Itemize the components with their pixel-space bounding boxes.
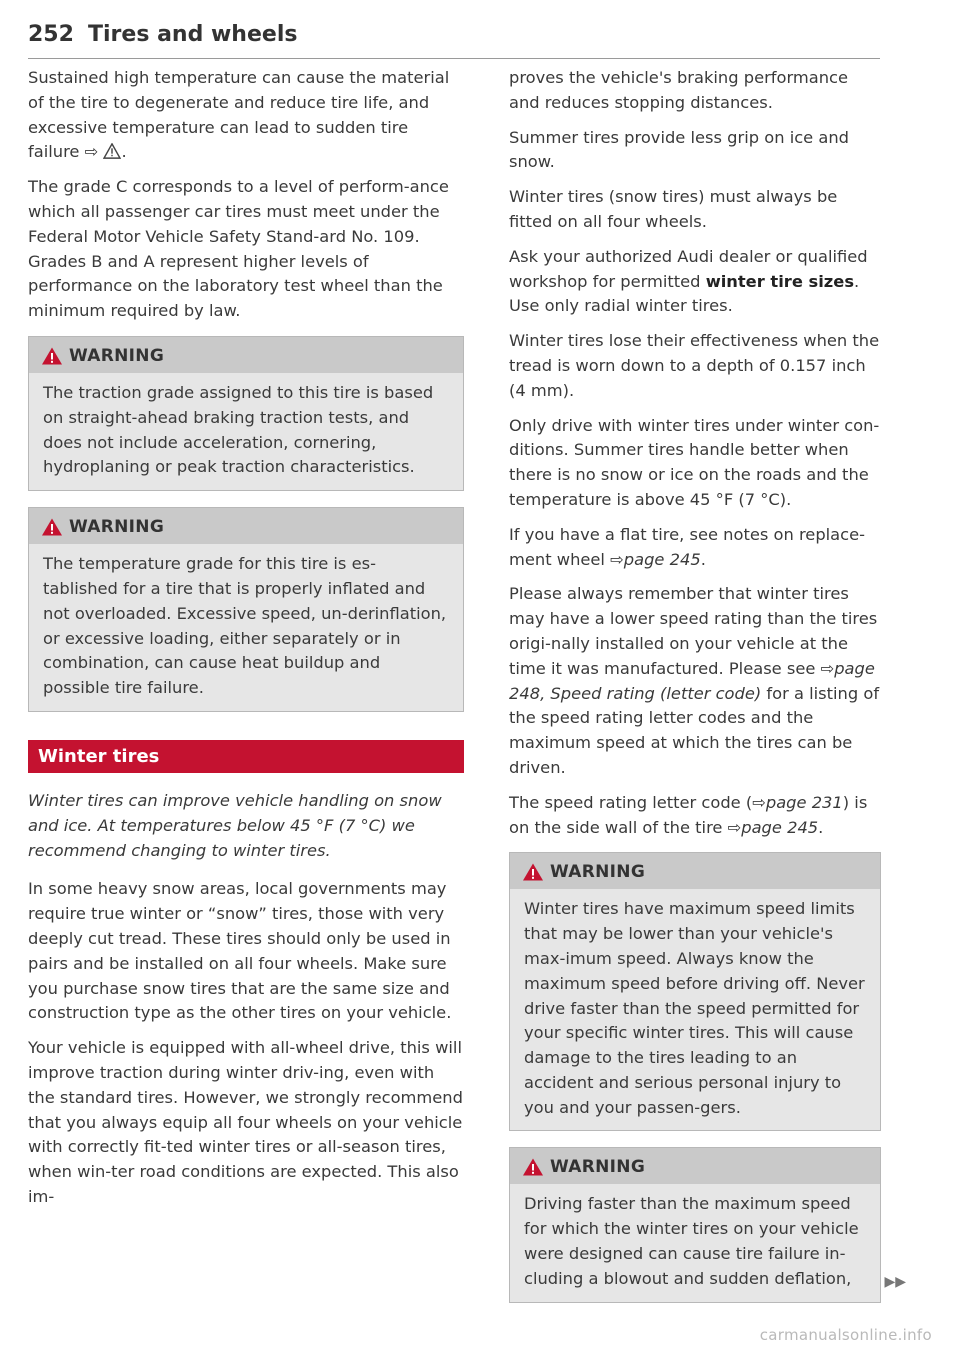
warning-box bbox=[509, 852, 881, 1131]
warning-text: Winter tires have maximum speed limits that may be lower than your vehicle's max-imum speed. Always know the maximum speed before driving off. Never drive faster than the speed permitted for your specific winter tires. This will cause damage to the tires leading to an accident and serious personal injury to you and your passen-gers. bbox=[524, 899, 865, 1117]
warning-box bbox=[28, 507, 464, 712]
bold-term: winter tire sizes bbox=[705, 271, 855, 291]
paragraph: Sustained high temperature can cause the material of the tire to degenerate and reduce tire life, and excessive temperature can lead to sudden tire failure ⇨ . bbox=[28, 68, 450, 162]
paragraph: Your vehicle is equipped with all-wheel drive, this will improve traction during winter driv-ing, even with the standard tires. However, we strongly recommend that you always equip all four wheels on your vehicle with correctly fit-ted winter tires or all-season tires, when win-ter road conditions are expected. This also im- bbox=[28, 1038, 463, 1206]
page-header bbox=[28, 18, 880, 59]
page-reference-link[interactable]: page 231 bbox=[765, 792, 843, 812]
page-reference-link[interactable]: page 245 bbox=[623, 549, 701, 569]
warning-triangle-icon bbox=[41, 346, 63, 366]
page-number: 252 bbox=[28, 22, 74, 47]
warning-text: The traction grade assigned to this tire is based on straight-ahead braking traction tests, and does not include acceleration, cornering, hydroplaning or peak traction characteristics. bbox=[43, 382, 434, 477]
paragraph: Summer tires provide less grip on ice and snow. bbox=[509, 127, 849, 172]
page-reference-link[interactable]: page 245 bbox=[741, 817, 819, 837]
warning-triangle-icon bbox=[522, 862, 544, 882]
warning-triangle-icon bbox=[41, 517, 63, 537]
paragraph: Only drive with winter tires under winter con-ditions. Summer tires handle better when there is no snow or ice on the roads and the temperature is above 45 °F (7 °C). bbox=[509, 415, 880, 509]
right-column bbox=[509, 66, 906, 1319]
warning-box bbox=[509, 1147, 906, 1302]
page-reference-link[interactable]: page 248, Speed rating (letter code) bbox=[509, 658, 875, 703]
paragraph: If you have a flat tire, see notes on replace-ment wheel ⇨page 245. bbox=[509, 524, 865, 569]
continue-arrow-icon: ▶▶ bbox=[884, 1273, 906, 1290]
warning-triangle-icon bbox=[522, 1157, 544, 1177]
paragraph: proves the vehicle's braking performance and reduces stopping distances. bbox=[509, 68, 849, 112]
intro-paragraph: Winter tires can improve vehicle handling on snow and ice. At temperatures below 45 °F (7 °C) we recommend changing to winter tires. bbox=[28, 790, 442, 860]
paragraph: Ask your authorized Audi dealer or qualified workshop for permitted winter tire sizes. Use only radial winter tires. bbox=[509, 246, 868, 316]
warning-label: WARNING bbox=[550, 862, 646, 883]
paragraph: The grade C corresponds to a level of perform-ance which all passenger car tires must meet under the Federal Motor Vehicle Safety Stand-ard No. 109. Grades B and A represent higher levels of performance on the laboratory test wheel than the minimum required by law. bbox=[28, 177, 449, 321]
paragraph: The speed rating letter code (⇨page 231) is on the side wall of the tire ⇨page 245. bbox=[509, 792, 868, 837]
section-title: Tires and wheels bbox=[88, 22, 298, 47]
warning-label: WARNING bbox=[69, 517, 165, 538]
warning-text: Driving faster than the maximum speed for which the winter tires on your vehicle were designed can cause tire failure in-cluding a blowout and sudden deflation, bbox=[524, 1194, 859, 1288]
paragraph: In some heavy snow areas, local governments may require true winter or “snow” tires, those with very deeply cut tread. These tires should only be used in pairs and be installed on all four wheels. Make sure you purchase snow tires that are the same size and construction type as the other tires on your vehicle. bbox=[28, 879, 452, 1023]
paragraph: Please always remember that winter tires may have a lower speed rating than the tires origi-nally installed on your vehicle at the time it was manufactured. Please see ⇨page 248, Speed rating (letter code) for a listing of the speed rating letter codes and the maximum speed at which the tires can be driven. bbox=[509, 584, 880, 777]
paragraph: Winter tires (snow tires) must always be fitted on all four wheels. bbox=[509, 187, 838, 231]
warning-label: WARNING bbox=[550, 1157, 646, 1178]
warning-text: The temperature grade for this tire is es-tablished for a tire that is properly inflated and not overloaded. Excessive speed, un-derinflation, or excessive loading, either separately or in combination, can cause heat buildup and possible tire failure. bbox=[43, 554, 447, 698]
paragraph: Winter tires lose their effectiveness when the tread is worn down to a depth of 0.157 inch (4 mm). bbox=[509, 331, 880, 400]
warning-box bbox=[28, 336, 464, 491]
left-column bbox=[28, 66, 464, 1220]
warning-triangle-icon bbox=[103, 143, 121, 159]
section-banner-winter-tires: Winter tires bbox=[28, 740, 464, 773]
watermark: carmanualsonline.info bbox=[759, 1326, 932, 1344]
warning-label: WARNING bbox=[69, 345, 165, 366]
